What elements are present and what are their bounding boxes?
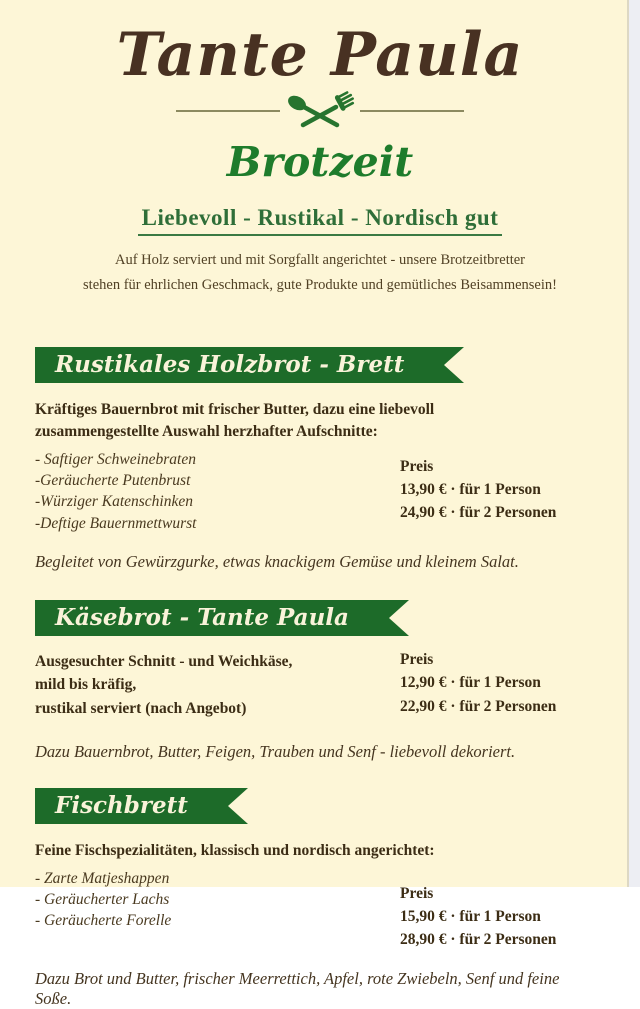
section-note: Dazu Bauernbrot, Butter, Feigen, Trauben und Senf - liebevoll dekoriert. [35, 741, 516, 761]
section-fischbrett [35, 762, 588, 1009]
section-banner [35, 600, 409, 636]
description-line: rustikal serviert (nach Angebot) [35, 699, 247, 717]
price-line: 28,90 € · für 2 Personen [400, 931, 557, 949]
list-item: - Geräucherter Lachs [35, 891, 170, 909]
section-note: Dazu Brot und Butter, frischer Meerrettich, Apfel, rote Zwiebeln, Senf und feine Soße. [35, 969, 560, 1009]
price-block [400, 882, 556, 952]
price-label: Preis [400, 651, 434, 669]
list-item: -Würziger Katenschinken [35, 493, 193, 511]
price-line: 15,90 € · für 1 Person [400, 907, 541, 925]
price-label: Preis [400, 884, 434, 902]
price-line: 24,90 € · für 2 Personen [400, 504, 557, 522]
item-list [35, 868, 400, 932]
section-rustikales-holzbrot-brett [35, 313, 588, 572]
tagline: Liebevoll - Rustikal - Nordisch gut [138, 205, 503, 236]
list-item: - Zarte Matjeshappen [35, 869, 170, 887]
intro-line-1: Auf Holz serviert und mit Sorgfallt angerichtet - unsere Brotzeitbretter [114, 252, 526, 269]
price-line: 12,90 € · für 1 Person [400, 674, 541, 692]
price-line: 22,90 € · für 2 Personen [400, 697, 557, 715]
section-note: Begleitet von Gewürzgurke, etwas knackigem Gemüse und kleinem Salat. [35, 552, 519, 572]
menu-subtitle: Brotzeit [226, 138, 414, 186]
price-line: 13,90 € · für 1 Person [400, 480, 541, 498]
list-item: - Saftiger Schweinebraten [35, 450, 196, 468]
section-banner-label: Käsebrot - Tante Paula [55, 604, 349, 632]
section-banner [35, 788, 248, 824]
description-line: mild bis kräfig, [35, 676, 137, 694]
item-list [35, 449, 400, 535]
price-block [400, 455, 556, 525]
section-banner-label: Rustikales Holzbrot - Brett [55, 351, 405, 379]
intro-line-2: stehen für ehrlichen Geschmack, gute Produkte und gemütliches Beisammensein! [83, 277, 557, 294]
section-kaesebrot-tante-paula [35, 572, 588, 762]
header-divider [0, 89, 640, 138]
list-item: -Geräucherte Putenbrust [35, 472, 191, 490]
crossed-spoon-fork-icon [170, 120, 470, 137]
page-edge [627, 0, 640, 887]
price-block [400, 648, 556, 718]
menu-header [0, 20, 640, 299]
page-title: Tante Paula [116, 20, 524, 90]
section-description: Kräftiges Bauernbrot mit frischer Butter, dazu eine liebevoll zusammengestellte Auswahl herzhafter Aufschnitte: [35, 401, 435, 441]
list-item: - Geräucherte Forelle [35, 912, 172, 930]
section-banner [35, 347, 464, 383]
section-banner-label: Fischbrett [55, 791, 188, 819]
section-description [35, 650, 400, 720]
description-line: Ausgesuchter Schnitt - und Weichkäse, [35, 653, 293, 671]
price-label: Preis [400, 457, 434, 475]
intro-text [0, 248, 640, 299]
section-description: Feine Fischspezialitäten, klassisch und nordisch angerichtet: [35, 841, 435, 859]
list-item: -Deftige Bauernmettwurst [35, 514, 197, 532]
